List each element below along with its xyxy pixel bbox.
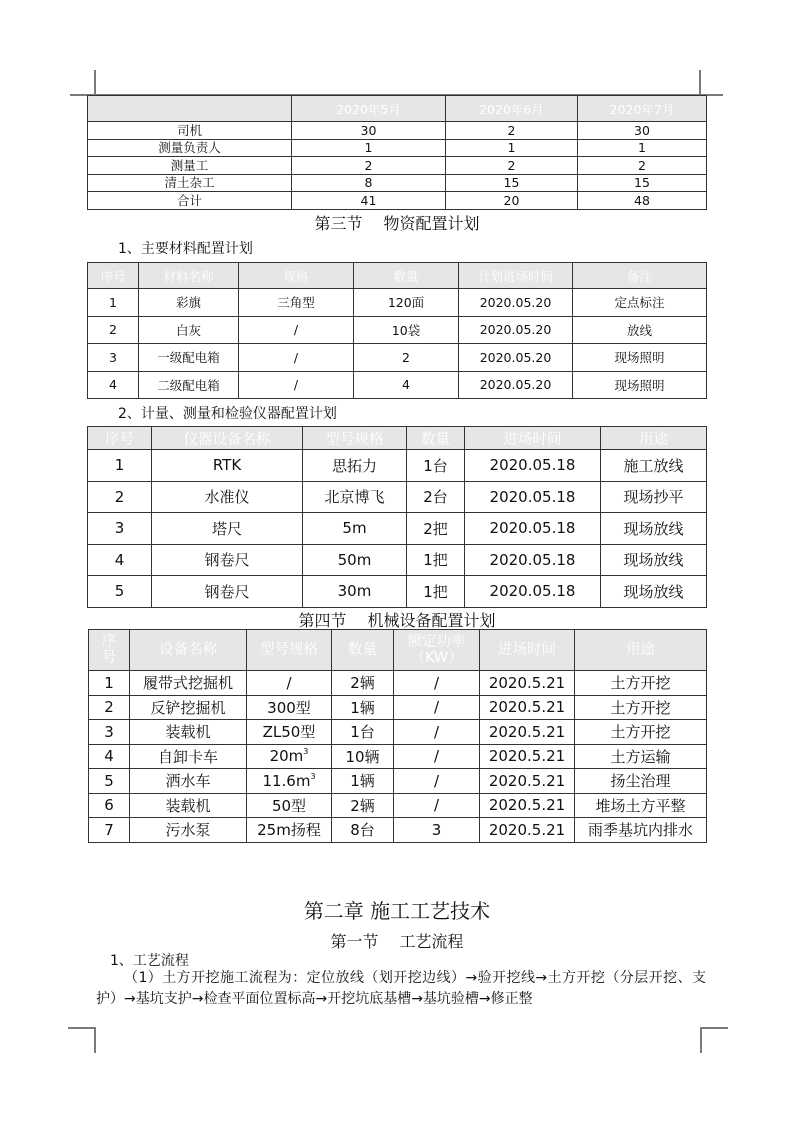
table-row (88, 371, 707, 399)
cell: 1把 (407, 544, 465, 576)
header-cell: 序号 (88, 263, 139, 289)
cell: 6 (89, 793, 130, 818)
cell-text: 11.6m (262, 771, 311, 790)
cell: 10辆 (332, 744, 394, 769)
header-cell (88, 96, 292, 122)
table-row (88, 139, 707, 157)
table-row (88, 174, 707, 192)
header-cell: 设备名称 (130, 630, 247, 671)
cell: 二级配电箱 (139, 371, 239, 399)
cell: 1 (446, 139, 578, 157)
superscript: 3 (310, 771, 316, 781)
cell: 2020.5.21 (480, 695, 575, 720)
header-cell: 2020年6月 (446, 96, 578, 122)
header-cell: 仪器设备名称 (152, 427, 303, 450)
cell: 5m (303, 513, 407, 545)
cell: 三角型 (239, 289, 354, 317)
cell: ZL50型 (247, 720, 332, 745)
header-cell: 数量 (354, 263, 459, 289)
cell: 3 (88, 344, 139, 372)
table-row (88, 157, 707, 175)
table-row (88, 344, 707, 372)
cell: 1 (292, 139, 446, 157)
cell: / (247, 671, 332, 696)
cell: 1 (89, 671, 130, 696)
cell: 合计 (88, 192, 292, 210)
header-cell: 用途 (575, 630, 707, 671)
table-row (88, 576, 707, 608)
cell: 20 (446, 192, 578, 210)
cell: 2把 (407, 513, 465, 545)
cell: 120面 (354, 289, 459, 317)
cell: 4 (89, 744, 130, 769)
cell: 1 (578, 139, 707, 157)
cell: 现场抄平 (601, 481, 707, 513)
table-row (89, 695, 707, 720)
cell: 土方运输 (575, 744, 707, 769)
cell: 2020.05.18 (465, 481, 601, 513)
cell: 2020.5.21 (480, 769, 575, 794)
header-cell: 计划进场时间 (459, 263, 573, 289)
cell: 25m扬程 (247, 818, 332, 843)
cell: 放线 (573, 316, 707, 344)
cell: 3 (394, 818, 480, 843)
cell: 履带式挖掘机 (130, 671, 247, 696)
superscript: 3 (303, 747, 309, 757)
cell: 1把 (407, 576, 465, 608)
cell: 自卸卡车 (130, 744, 247, 769)
table-row (88, 289, 707, 317)
crop-mark-top-left-vertical (94, 70, 96, 95)
cell: 3 (89, 720, 130, 745)
cell: 4 (88, 371, 139, 399)
cell: 3 (88, 513, 152, 545)
header-cell: 进场时间 (480, 630, 575, 671)
cell: / (394, 671, 480, 696)
header-cell: 额定功率（KW） (394, 630, 480, 671)
crop-mark-bottom-left-horizontal (68, 1027, 95, 1029)
cell: 反铲挖掘机 (130, 695, 247, 720)
crop-mark-top-right-vertical (699, 70, 701, 95)
cell: 2020.05.18 (465, 576, 601, 608)
table-row (88, 122, 707, 140)
cell: 1辆 (332, 695, 394, 720)
cell: 15 (578, 174, 707, 192)
cell: 土方开挖 (575, 695, 707, 720)
cell: 白灰 (139, 316, 239, 344)
crop-mark-bottom-right-vertical (700, 1027, 702, 1053)
header-cell: 进场时间 (465, 427, 601, 450)
cell (247, 769, 332, 794)
table-header-row (88, 96, 707, 122)
cell: 30 (292, 122, 446, 140)
cell: / (394, 793, 480, 818)
cell: / (239, 316, 354, 344)
cell: 定点标注 (573, 289, 707, 317)
cell: 堆场土方平整 (575, 793, 707, 818)
header-cell: 型号规格 (247, 630, 332, 671)
cell: 装载机 (130, 793, 247, 818)
table-row (88, 513, 707, 545)
cell: 15 (446, 174, 578, 192)
cell: 2020.05.20 (459, 371, 573, 399)
subheading: 2、计量、测量和检验仪器配置计划 (118, 406, 337, 422)
cell (247, 744, 332, 769)
section-heading: 第一节 工艺流程 (330, 932, 464, 951)
cell: 2 (292, 157, 446, 175)
cell: 1台 (407, 450, 465, 482)
table-row (88, 316, 707, 344)
cell: 5 (89, 769, 130, 794)
header-cell: 数量 (332, 630, 394, 671)
cell: 2 (578, 157, 707, 175)
body-paragraph: （1）土方开挖施工流程为：定位放线（划开挖边线）→验开挖线→土方开挖（分层开挖、支护）→基坑支护→检查平面位置标高→开挖坑底基槽→基坑验槽→修正整 (96, 970, 706, 1007)
crop-mark-bottom-right-horizontal (700, 1027, 728, 1029)
cell: 装载机 (130, 720, 247, 745)
cell: 2 (88, 481, 152, 513)
cell: 北京博飞 (303, 481, 407, 513)
cell: 2辆 (332, 793, 394, 818)
cell: 2 (446, 122, 578, 140)
cell: 洒水车 (130, 769, 247, 794)
cell: 现场照明 (573, 344, 707, 372)
crop-mark-bottom-left-vertical (94, 1027, 96, 1053)
cell: 2020.5.21 (480, 671, 575, 696)
table-header-row (88, 427, 707, 450)
header-cell: 2020年5月 (292, 96, 446, 122)
subheading: 1、主要材料配置计划 (118, 241, 253, 257)
machinery-table (88, 629, 707, 843)
header-cell: 材料名称 (139, 263, 239, 289)
cell: 30 (578, 122, 707, 140)
cell: 2020.05.18 (465, 544, 601, 576)
header-cell: 规格 (239, 263, 354, 289)
table-header-row (89, 630, 707, 671)
cell: 2020.5.21 (480, 744, 575, 769)
cell: 施工放线 (601, 450, 707, 482)
cell: 钢卷尺 (152, 576, 303, 608)
cell: 测量工 (88, 157, 292, 175)
cell: RTK (152, 450, 303, 482)
cell: 2020.05.20 (459, 316, 573, 344)
cell: 土方开挖 (575, 720, 707, 745)
cell: 2020.05.20 (459, 344, 573, 372)
header-cell: 数量 (407, 427, 465, 450)
table-row-total (88, 192, 707, 210)
cell: 1 (88, 289, 139, 317)
cell: 5 (88, 576, 152, 608)
cell: / (394, 695, 480, 720)
header-cell: 序号 (88, 427, 152, 450)
chapter-heading: 第二章 施工工艺技术 (303, 899, 491, 923)
cell: 50m (303, 544, 407, 576)
cell: 2020.05.20 (459, 289, 573, 317)
table-row (89, 793, 707, 818)
cell: 48 (578, 192, 707, 210)
cell: 雨季基坑内排水 (575, 818, 707, 843)
cell: 现场放线 (601, 576, 707, 608)
cell: 8台 (332, 818, 394, 843)
cell: 2台 (407, 481, 465, 513)
section-heading: 第四节 机械设备配置计划 (298, 611, 496, 630)
subheading: 1、工艺流程 (110, 953, 189, 969)
cell: 2020.5.21 (480, 793, 575, 818)
cell: 一级配电箱 (139, 344, 239, 372)
cell: 土方开挖 (575, 671, 707, 696)
header-cell: 序号 (89, 630, 130, 671)
cell: 2020.05.18 (465, 450, 601, 482)
cell: / (394, 744, 480, 769)
staff-table (87, 95, 707, 210)
cell: 污水泵 (130, 818, 247, 843)
cell: / (394, 720, 480, 745)
cell: 塔尺 (152, 513, 303, 545)
table-row (88, 481, 707, 513)
cell: 扬尘治理 (575, 769, 707, 794)
cell: 2辆 (332, 671, 394, 696)
table-row (89, 818, 707, 843)
cell: / (394, 769, 480, 794)
table-row (89, 720, 707, 745)
cell: 2 (446, 157, 578, 175)
table-row (88, 544, 707, 576)
cell: 现场照明 (573, 371, 707, 399)
cell: 彩旗 (139, 289, 239, 317)
cell: 现场放线 (601, 544, 707, 576)
cell: 思拓力 (303, 450, 407, 482)
cell: 2 (89, 695, 130, 720)
cell: 测量负责人 (88, 139, 292, 157)
header-cell: 备注 (573, 263, 707, 289)
header-cell: 2020年7月 (578, 96, 707, 122)
cell: 8 (292, 174, 446, 192)
cell: 41 (292, 192, 446, 210)
table-row (89, 671, 707, 696)
cell-text: 20m (269, 747, 304, 766)
cell: 50型 (247, 793, 332, 818)
cell: 司机 (88, 122, 292, 140)
cell: 10袋 (354, 316, 459, 344)
header-cell: 型号规格 (303, 427, 407, 450)
cell: 2020.5.21 (480, 818, 575, 843)
cell: / (239, 344, 354, 372)
cell: 钢卷尺 (152, 544, 303, 576)
table-row (88, 450, 707, 482)
cell: 1台 (332, 720, 394, 745)
cell: 2 (354, 344, 459, 372)
section-heading: 第三节 物资配置计划 (314, 214, 480, 233)
instruments-table (87, 426, 707, 608)
cell: 清土杂工 (88, 174, 292, 192)
header-cell: 用途 (601, 427, 707, 450)
cell: 2 (88, 316, 139, 344)
table-row (89, 769, 707, 794)
cell: 水准仪 (152, 481, 303, 513)
cell: 30m (303, 576, 407, 608)
cell: 2020.5.21 (480, 720, 575, 745)
cell: 现场放线 (601, 513, 707, 545)
cell: 1 (88, 450, 152, 482)
cell: 300型 (247, 695, 332, 720)
table-header-row (88, 263, 707, 289)
cell: 4 (88, 544, 152, 576)
table-row (89, 744, 707, 769)
materials-table (87, 262, 707, 399)
cell: 2020.05.18 (465, 513, 601, 545)
cell: / (239, 371, 354, 399)
cell: 7 (89, 818, 130, 843)
cell: 4 (354, 371, 459, 399)
cell: 1辆 (332, 769, 394, 794)
